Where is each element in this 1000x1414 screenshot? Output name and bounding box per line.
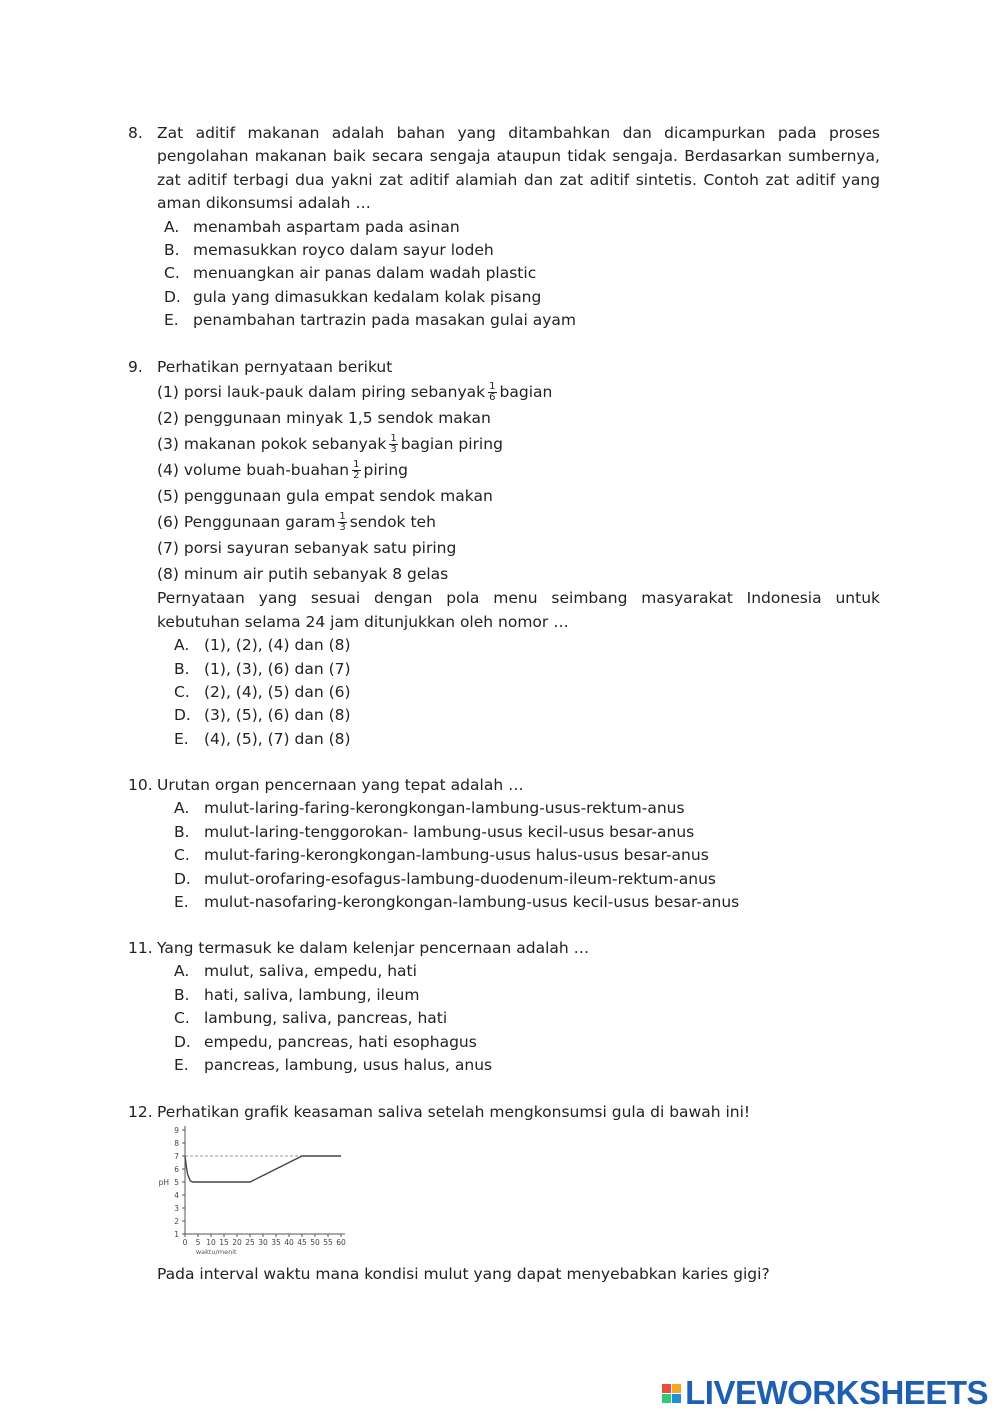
option-text: mulut, saliva, empedu, hati [204, 962, 417, 981]
option-text: (1), (2), (4) dan (8) [204, 636, 351, 655]
option-c [174, 844, 880, 867]
statement-text: (7) porsi sayuran sebanyak satu piring [157, 539, 457, 558]
x-tick-label: 10 [206, 1238, 216, 1248]
y-tick-label: 7 [174, 1152, 179, 1162]
ph-chart [157, 1126, 880, 1263]
statement-suffix: bagian [499, 383, 553, 402]
option-text: mulut-laring-tenggorokan- lambung-usus kecil-usus besar-anus [204, 822, 695, 841]
question-stem: Urutan organ pencernaan yang tepat adalah … [157, 776, 524, 794]
option-c [174, 681, 880, 704]
option-letter: C. [164, 264, 180, 283]
option-d [174, 868, 880, 891]
option-a [174, 960, 880, 983]
option-letter: E. [174, 1056, 189, 1075]
option-d [174, 1031, 880, 1054]
logo-squares-icon [662, 1384, 681, 1403]
statement-suffix: piring [363, 461, 408, 480]
option-text: mulut-laring-faring-kerongkongan-lambung-usus-rektum-anus [204, 799, 685, 818]
x-tick-label: 25 [245, 1238, 255, 1248]
option-letter: E. [174, 893, 189, 912]
statement-item [157, 483, 880, 509]
fraction-denominator: 2 [353, 470, 360, 482]
option-text: lambung, saliva, pancreas, hati [204, 1009, 448, 1028]
question-intro: Perhatikan pernyataan berikut [157, 358, 393, 376]
option-letter: D. [174, 869, 191, 888]
option-letter: B. [174, 659, 190, 678]
fraction-numerator: 1 [353, 459, 360, 471]
option-b [174, 984, 880, 1007]
x-axis-label: waktu/menit [195, 1248, 237, 1257]
option-list [157, 797, 880, 914]
statement-item [157, 535, 880, 561]
option-text: mulut-faring-kerongkongan-lambung-usus halus-usus besar-anus [204, 846, 709, 865]
y-tick-label: 8 [174, 1139, 179, 1149]
ph-chart-svg [157, 1126, 387, 1256]
fraction [338, 512, 346, 533]
option-letter: D. [174, 1032, 191, 1051]
question-stem: Pernyataan yang sesuai dengan pola menu seimbang masyarakat Indonesia untuk kebutuhan selama 24 jam ditunjukkan oleh nomor … [157, 589, 880, 631]
x-tick-label: 30 [258, 1238, 268, 1248]
fraction [352, 460, 360, 481]
option-b [174, 821, 880, 844]
option-letter: C. [174, 683, 190, 702]
x-tick-label: 15 [219, 1238, 229, 1248]
statement-item [157, 379, 880, 405]
x-tick-label: 5 [195, 1238, 201, 1248]
x-tick-label: 60 [336, 1238, 346, 1248]
option-letter: D. [164, 287, 181, 306]
option-a [174, 634, 880, 657]
y-tick-label: 6 [174, 1165, 179, 1175]
question-12 [128, 1101, 880, 1264]
statement-item [157, 431, 880, 457]
option-text: mulut-orofaring-esofagus-lambung-duodenum-ileum-rektum-anus [204, 869, 716, 888]
question-number: 10. [128, 776, 153, 794]
option-d [164, 286, 880, 309]
y-tick-label: 4 [174, 1191, 179, 1201]
logo-square [672, 1394, 681, 1403]
logo-square [672, 1384, 681, 1393]
option-text: mulut-nasofaring-kerongkongan-lambung-usus kecil-usus besar-anus [204, 893, 740, 912]
option-text: (4), (5), (7) dan (8) [204, 729, 351, 748]
option-list [157, 216, 880, 333]
x-tick-label: 35 [271, 1238, 281, 1248]
option-list [157, 960, 880, 1077]
option-text: menuangkan air panas dalam wadah plastic [193, 264, 537, 283]
question-number: 11. [128, 939, 153, 957]
logo-text: LIVEWORKSHEETS [685, 1374, 988, 1411]
y-tick-label: 9 [174, 1126, 179, 1136]
option-text: empedu, pancreas, hati esophagus [204, 1032, 477, 1051]
option-letter: D. [174, 706, 191, 725]
statement-item [157, 457, 880, 483]
y-tick-label: 3 [174, 1204, 179, 1214]
y-axis-label: pH [158, 1178, 169, 1188]
option-e [174, 891, 880, 914]
fraction-denominator: 3 [390, 444, 397, 456]
option-letter: B. [174, 822, 190, 841]
y-tick-label: 5 [174, 1178, 179, 1188]
option-text: memasukkan royco dalam sayur lodeh [193, 241, 494, 260]
option-letter: E. [164, 311, 179, 330]
option-text: penambahan tartrazin pada masakan gulai ayam [193, 311, 576, 330]
liveworksheets-logo [662, 1374, 988, 1412]
fraction-numerator: 1 [339, 511, 346, 523]
option-b [164, 239, 880, 262]
fraction [389, 434, 397, 455]
x-tick-label: 50 [310, 1238, 320, 1248]
option-c [164, 262, 880, 285]
statement-item [157, 405, 880, 431]
statement-suffix: sendok teh [349, 513, 436, 532]
statement-item [157, 509, 880, 535]
statement-text: (4) volume buah-buahan [157, 461, 350, 480]
statement-list [157, 379, 880, 587]
option-e [174, 728, 880, 751]
option-e [174, 1054, 880, 1077]
option-letter: A. [174, 799, 190, 818]
fraction-denominator: 6 [489, 392, 496, 404]
statement-text: (6) Penggunaan garam [157, 513, 336, 532]
statement-item [157, 561, 880, 587]
option-text: pancreas, lambung, usus halus, anus [204, 1056, 493, 1075]
option-letter: E. [174, 729, 189, 748]
question-stem: Perhatikan grafik keasaman saliva setelah mengkonsumsi gula di bawah ini! [157, 1103, 751, 1121]
statement-suffix: bagian piring [400, 435, 503, 454]
question-number: 8. [128, 124, 143, 142]
x-tick-label: 45 [297, 1238, 307, 1248]
series-line-ph-saliva [185, 1156, 341, 1182]
option-a [164, 216, 880, 239]
fraction-numerator: 1 [390, 433, 397, 445]
x-tick-label: 20 [232, 1238, 242, 1248]
logo-square [662, 1384, 671, 1393]
option-text: (1), (3), (6) dan (7) [204, 659, 351, 678]
option-letter: A. [164, 217, 180, 236]
option-list [157, 634, 880, 751]
option-letter: A. [174, 636, 190, 655]
question-number: 12. [128, 1103, 153, 1121]
y-tick-label: 1 [174, 1230, 179, 1240]
option-text: gula yang dimasukkan kedalam kolak pisang [193, 287, 542, 306]
question-10 [128, 774, 880, 914]
statement-text: (2) penggunaan minyak 1,5 sendok makan [157, 409, 491, 428]
y-tick-label: 2 [174, 1217, 179, 1227]
option-d [174, 704, 880, 727]
x-tick-label: 0 [182, 1238, 188, 1248]
question-11 [128, 937, 880, 1077]
option-letter: A. [174, 962, 190, 981]
question-stem: Yang termasuk ke dalam kelenjar pencernaan adalah … [157, 939, 590, 957]
option-text: menambah aspartam pada asinan [193, 217, 460, 236]
statement-text: (1) porsi lauk-pauk dalam piring sebanyak [157, 383, 486, 402]
option-text: hati, saliva, lambung, ileum [204, 985, 420, 1004]
option-letter: C. [174, 1009, 190, 1028]
question-9 [128, 356, 880, 751]
statement-text: (3) makanan pokok sebanyak [157, 435, 387, 454]
fraction-denominator: 3 [339, 522, 346, 534]
question-12-prompt: Pada interval waktu mana kondisi mulut yang dapat menyebabkan karies gigi? [157, 1265, 770, 1283]
fraction-numerator: 1 [489, 381, 496, 393]
x-tick-label: 55 [323, 1238, 333, 1248]
x-tick-label: 40 [284, 1238, 294, 1248]
option-letter: B. [174, 985, 190, 1004]
question-stem: Zat aditif makanan adalah bahan yang ditambahkan dan dicampurkan pada proses pengolahan makanan baik secara sengaja ataupun tidak sengaja. Berdasarkan sumbernya, zat aditif terbagi dua yakni zat aditif alamiah dan zat aditif sintetis. Contoh zat aditif yang aman dikonsumsi adalah … [157, 124, 880, 213]
fraction [488, 382, 496, 403]
option-text: (2), (4), (5) dan (6) [204, 683, 351, 702]
statement-text: (8) minum air putih sebanyak 8 gelas [157, 565, 449, 584]
question-number: 9. [128, 358, 143, 376]
option-letter: C. [174, 846, 190, 865]
option-letter: B. [164, 241, 180, 260]
option-text: (3), (5), (6) dan (8) [204, 706, 351, 725]
option-a [174, 797, 880, 820]
statement-text: (5) penggunaan gula empat sendok makan [157, 487, 493, 506]
option-c [174, 1007, 880, 1030]
question-8 [128, 122, 880, 333]
option-b [174, 658, 880, 681]
logo-square [662, 1394, 671, 1403]
option-e [164, 309, 880, 332]
